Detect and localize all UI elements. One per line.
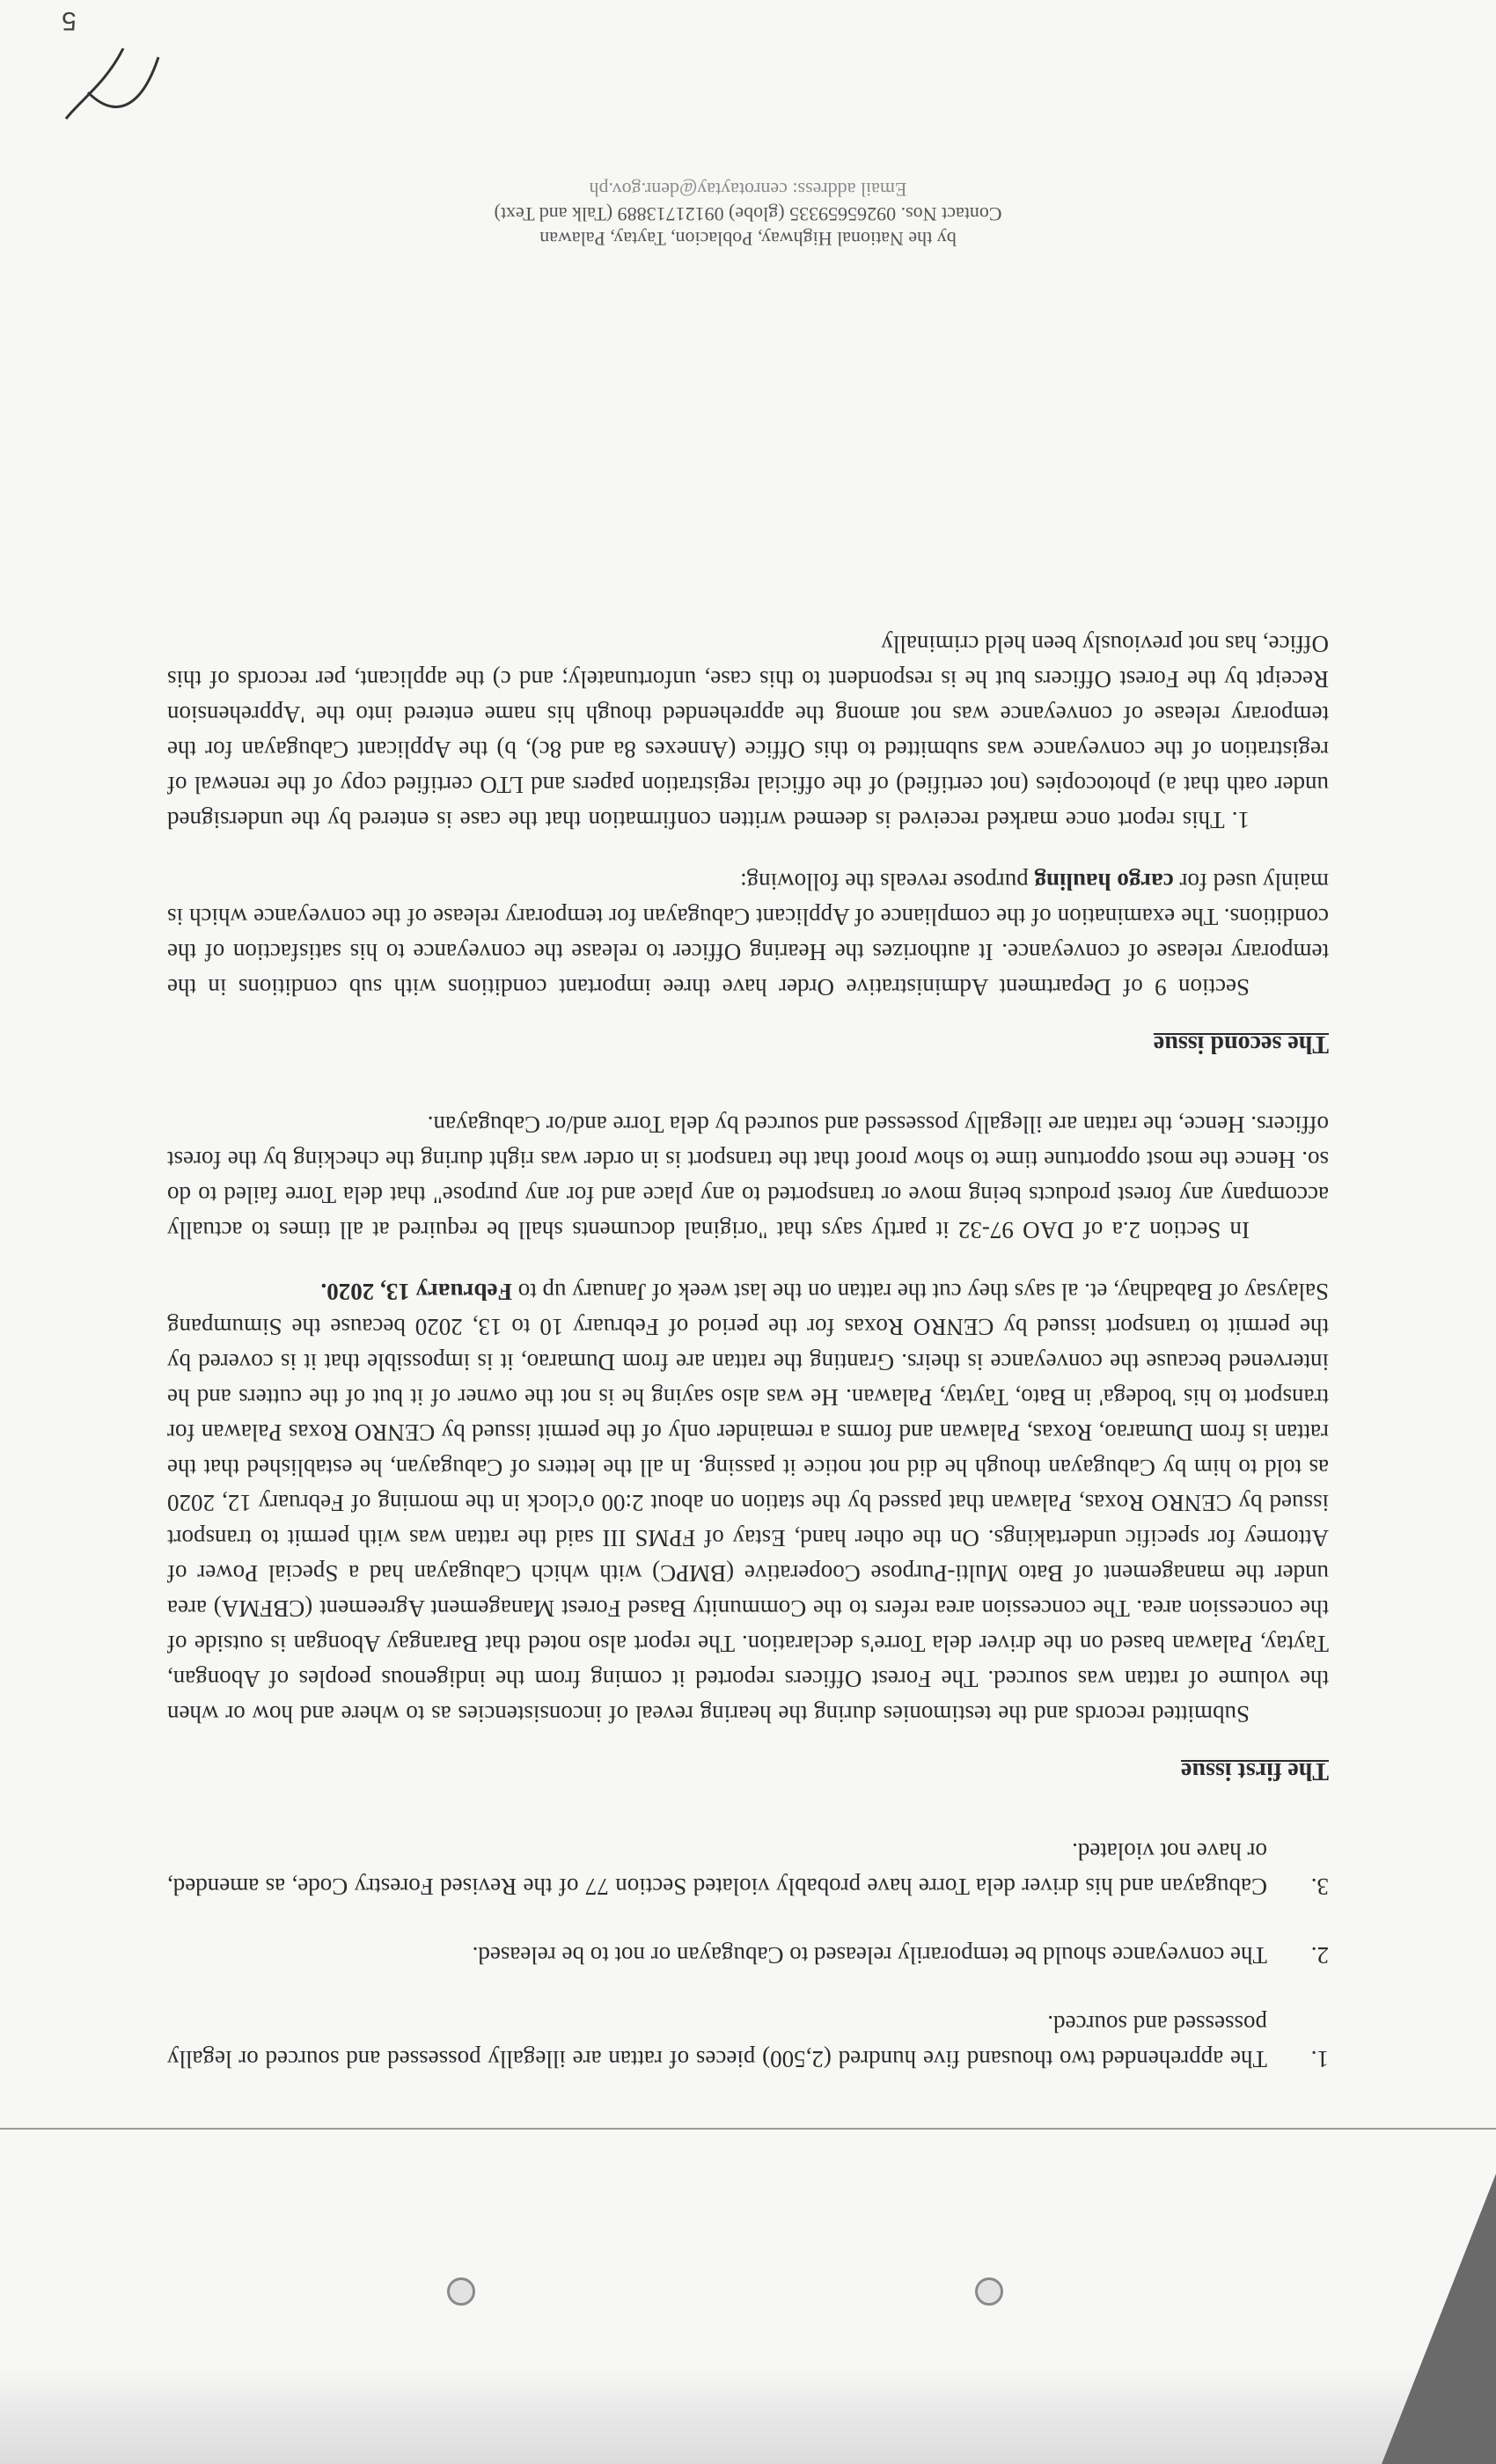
- paragraph-text: In Section 2.a of DAO 97-32 it partly says that "original documents shall be required at all times to actually accompany any forest products being move or transported to any place and for any purpose" that dela Torre failed to do so. Hence the most opportune time to show proof that the transport is in order was right during the checking by the forest officers. Hence, the rattan are illegally possessed and sourced by dela Torre and/or Cabugayan.: [167, 1111, 1329, 1243]
- second-issue-paragraph-2: [167, 627, 1329, 838]
- bold-date: February 13, 2020.: [320, 1279, 513, 1305]
- list-number: 3.: [1310, 1874, 1329, 1900]
- list-text: Cabugayan and his driver dela Torre have probably violated Section 77 of the Revised Forestry Code, as amended, or have not violated.: [167, 1838, 1267, 1900]
- header-divider: [0, 2128, 1496, 2130]
- second-issue-heading: The second issue: [1153, 1030, 1329, 1058]
- first-issue-paragraph-2: [167, 1107, 1329, 1248]
- list-text: The apprehended two thousand five hundred (2,500) pieces of rattan are illegally possessed and sourced or legally possessed and sourced.: [167, 2011, 1267, 2072]
- paragraph-text: Section 9 of Department Administrative Order have three important conditions with sub conditions in the temporary release of conveyance. It authorizes the Hearing Officer to release the conveyance to his satisfaction of the conditions. The examination of the compliance of Applicant Cabugayan for temporary release of the conveyance which is mainly used for: [167, 869, 1329, 1001]
- bold-phrase: cargo hauling: [1034, 869, 1174, 895]
- issue-list-item-1: [167, 2006, 1329, 2077]
- paragraph-text: Submitted records and the testimonies during the hearing reveal of inconsistencies as to where and how or when the volume of rattan was sourced. The Forest Officers reported it coming from the indigenous peoples of Abongan, Taytay, Palawan based on the driver dela Torre's declaration. The report also noted that Barangay Abongan is outside of the concession area. The concession area refers to the Community Based Forest Management Agreement (CBFMA) area under the management of Bato Multi-Purpose Cooperative (BMPC) with which Cabugayan had a Special Power of Attorney for specific undertakings. On the other hand, Estay of FPMS III said the rattan was with permit to transport issued by CENRO Roxas, Palawan that passed by the station on about 2:00 o'clock in the morning of February 12, 2020 as told to him by Cabugayan though he did not notice it passing. In all the letters of Cabugayan, he established that the rattan is from Dumarao, Roxas, Palawan and forms a remainder only of the permit issued by CENRO Roxas Palawan for transport to his 'bodega' in Bato, Taytay, Palawan. He was also saying he is not the owner of it but of the cutters and he intervened because the conveyance is theirs. Granting the rattan are from Dumarao, it is impossible that it is covered by the permit to transport issued by CENRO Roxas for the period of February 10 to 13, 2020 because the Simumpang Salaysay of Babadhay, et. al says they cut the rattan on the last week of January up to: [167, 1279, 1329, 1727]
- list-number: 2.: [1310, 1942, 1329, 1969]
- footer-contact: Contact Nos. 09265659335 (globe) 09121713889 (Talk and Text): [494, 203, 1002, 225]
- list-number: 1.: [1310, 2046, 1329, 2072]
- footer-email: Email address: cenrotaytay@denr.gov.ph: [589, 179, 907, 201]
- first-issue-heading: The first issue: [1181, 1757, 1329, 1785]
- list-text: The conveyance should be temporarily released to Cabugayan or not to be released.: [472, 1942, 1267, 1969]
- issue-list-item-2: [167, 1938, 1329, 1973]
- paragraph-text-end: purpose reveals the following:: [740, 869, 1029, 895]
- first-issue-paragraph-1: [167, 1274, 1329, 1732]
- punch-hole-left: [975, 2277, 1003, 2306]
- paragraph-text: 1. This report once marked received is deemed written confirmation that the case is entered by the undersigned under oath that a) photocopies (not certified) of the official registration papers and LTO certified copy of the renewal of registration of the conveyance was submitted to this Office (Annexes 8a and 8c), b) the Applicant Cabugayan for the temporary release of conveyance was not among the apprehended though his name entered into the 'Apprehension Receipt by the Forest Officers but he is respondent to this case, unfortunately; and c) the applicant, per records of this Office, has not previously been held criminally: [167, 631, 1329, 833]
- second-issue-paragraph-1: [167, 864, 1329, 1005]
- document-body: [167, 600, 1329, 2077]
- punch-hole-right: [447, 2277, 475, 2306]
- handwritten-mark: [53, 40, 176, 128]
- page-number: 5: [62, 6, 77, 35]
- footer-address: by the National Highway, Poblacion, Taytay, Palawan: [539, 228, 957, 250]
- letterhead-footer: [0, 177, 1496, 251]
- folded-corner: [1382, 2174, 1496, 2464]
- issue-list-item-3: [167, 1834, 1329, 1904]
- scanner-edge-shadow: [0, 2367, 1496, 2464]
